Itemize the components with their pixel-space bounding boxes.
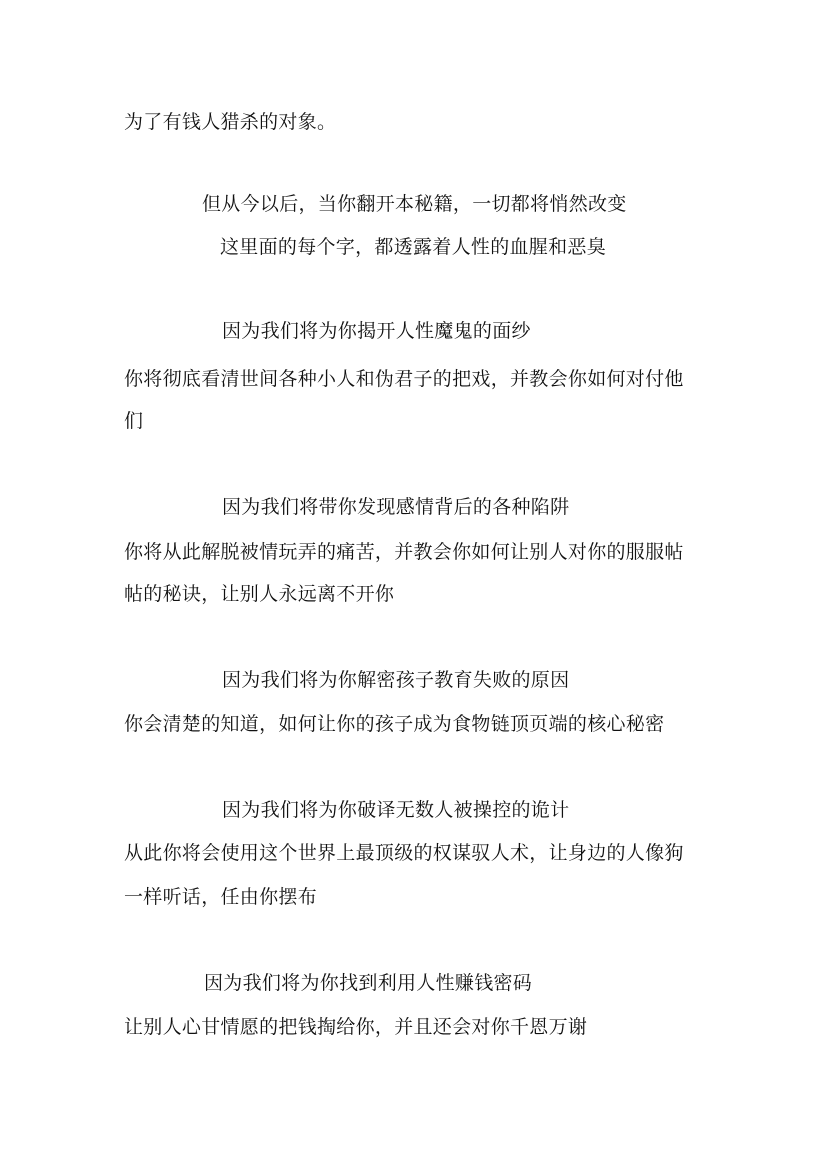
text-line: 因为我们将为你揭开人性魔鬼的面纱 <box>222 320 531 342</box>
text-line: 这里面的每个字，都透露着人性的血腥和恶臭 <box>220 236 607 258</box>
text-line: 们 <box>124 410 144 432</box>
text-line: 但从今以后，当你翻开本秘籍，一切都将悄然改变 <box>202 193 627 215</box>
text-line: 一样听话，任由你摆布 <box>124 886 318 908</box>
text-line: 让别人心甘情愿的把钱掏给你，并且还会对你千恩万谢 <box>124 1016 588 1038</box>
text-line: 帖的秘诀，让别人永远离不开你 <box>124 583 395 605</box>
text-line: 因为我们将为你解密孩子教育失败的原因 <box>222 669 570 691</box>
text-line: 你将彻底看清世间各种小人和伪君子的把戏，并教会你如何对付他 <box>124 368 684 390</box>
text-line: 你将从此解脱被情玩弄的痛苦，并教会你如何让别人对你的服服帖 <box>124 541 684 563</box>
text-line: 你会清楚的知道，如何让你的孩子成为食物链顶页端的核心秘密 <box>124 713 665 735</box>
text-line: 从此你将会使用这个世界上最顶级的权谋驭人术，让身边的人像狗 <box>124 842 684 864</box>
text-line: 为了有钱人猎杀的对象。 <box>124 111 337 133</box>
text-line: 因为我们将为你破译无数人被操控的诡计 <box>222 799 570 821</box>
text-line: 因为我们将为你找到利用人性赚钱密码 <box>204 972 533 994</box>
text-line: 因为我们将带你发现感情背后的各种陷阱 <box>222 496 570 518</box>
